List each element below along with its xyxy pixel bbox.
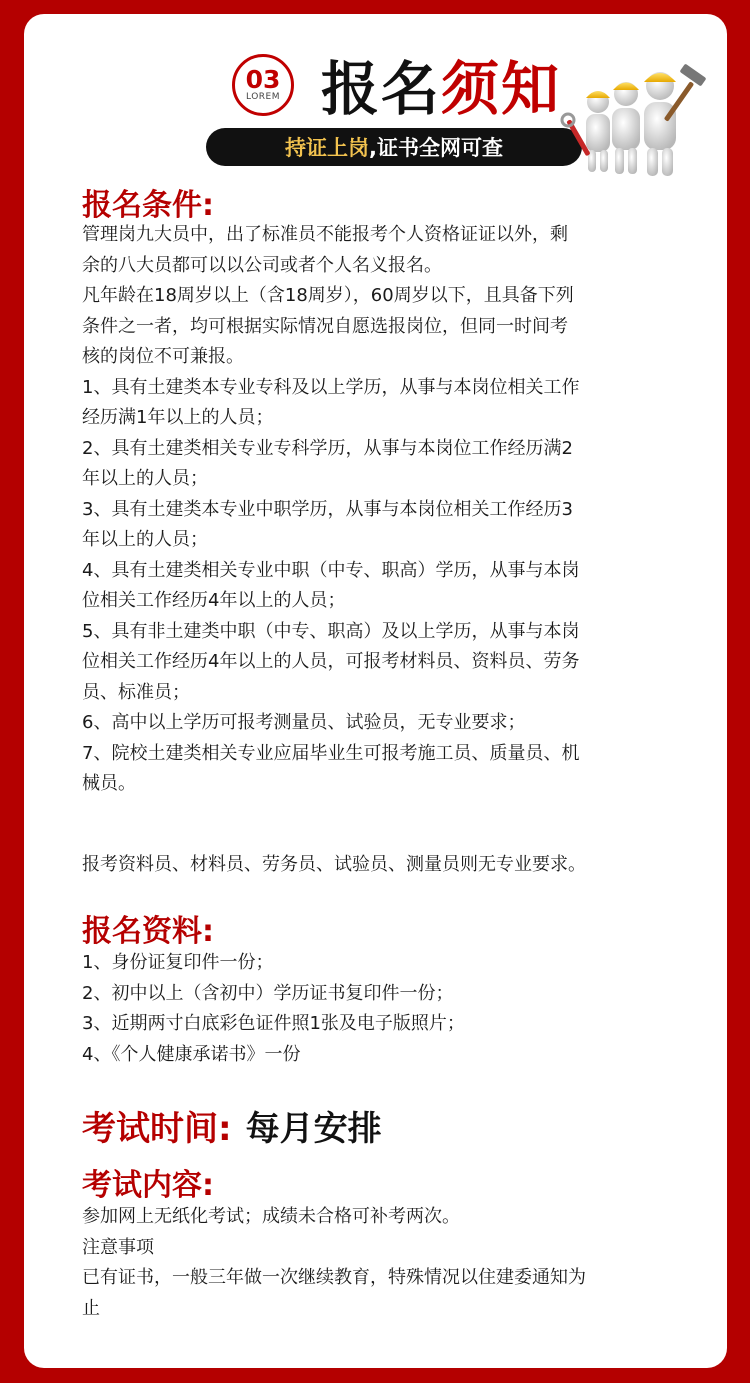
conditions-line: 年以上的人员； [82, 468, 208, 489]
exam-time [82, 1104, 382, 1154]
conditions-line: 员、标准员； [82, 681, 190, 703]
subtitle-highlight: 持证上岗 [285, 136, 369, 160]
conditions-line: 1、具有土建类本专业专科及以上学历，从事与本岗位相关工作 [82, 376, 580, 398]
exam-content-line: 注意事项 [82, 1236, 154, 1258]
materials-body [82, 948, 682, 1070]
page-title-red: 须知 [441, 55, 562, 123]
notice-card [24, 14, 727, 1368]
conditions-line: 位相关工作经历4年以上的人员； [82, 590, 346, 611]
exam-content-line: 止 [82, 1297, 100, 1319]
badge-subtext: LOREM [246, 92, 280, 102]
section-number-badge [232, 54, 294, 116]
workers-illustration-icon [548, 58, 718, 178]
conditions-line: 位相关工作经历4年以上的人员，可报考材料员、资料员、劳务 [82, 651, 580, 672]
materials-line: 2、初中以上（含初中）学历证书复印件一份； [82, 982, 454, 1004]
materials-line: 4、《个人健康承诺书》一份 [82, 1043, 301, 1065]
conditions-line: 7、院校土建类相关专业应届毕业生可报考施工员、质量员、机 [82, 742, 580, 764]
conditions-line: 年以上的人员； [82, 529, 208, 550]
conditions-line: 管理岗九大员中，出了标准员不能报考个人资格证证以外，剩 [82, 224, 568, 245]
conditions-line: 5、具有非土建类中职（中专、职高）及以上学历，从事与本岗 [82, 620, 580, 642]
materials-line: 3、近期两寸白底彩色证件照1张及电子版照片； [82, 1013, 465, 1034]
conditions-line: 核的岗位不可兼报。 [82, 346, 244, 367]
exam-time-value: 每月安排 [245, 1109, 382, 1149]
subtitle-banner [206, 128, 582, 166]
page-title [321, 54, 561, 124]
conditions-body [82, 220, 682, 800]
conditions-line: 经历满1年以上的人员； [82, 407, 274, 428]
conditions-line: 条件之一者，均可根据实际情况自愿选报岗位，但同一时间考 [82, 315, 568, 337]
exam-content-line: 已有证书，一般三年做一次继续教育，特殊情况以住建委通知为 [82, 1267, 586, 1288]
subtitle-text: ,证书全网可查 [369, 136, 503, 160]
conditions-line: 械员。 [82, 773, 136, 794]
materials-line: 1、身份证复印件一份； [82, 952, 274, 973]
conditions-line: 3、具有土建类本专业中职学历，从事与本岗位相关工作经历3 [82, 498, 573, 520]
exam-time-label: 考试时间: [82, 1109, 232, 1149]
page-title-black: 报名 [321, 55, 442, 123]
conditions-line: 6、高中以上学历可报考测量员、试验员，无专业要求； [82, 712, 526, 733]
conditions-title: 报名条件: [82, 188, 214, 223]
exam-content-body [82, 1202, 682, 1324]
conditions-line: 2、具有土建类相关专业专科学历，从事与本岗位工作经历满2 [82, 437, 573, 459]
conditions-line: 凡年龄在18周岁以上（含18周岁），60周岁以下，且具备下列 [82, 285, 574, 306]
exam-content-line: 参加网上无纸化考试；成绩未合格可补考两次。 [82, 1206, 460, 1227]
exam-content-title: 考试内容: [82, 1168, 214, 1203]
badge-number: 03 [245, 65, 281, 94]
materials-title: 报名资料: [82, 914, 214, 949]
conditions-note: 报考资料员、材料员、劳务员、试验员、测量员则无专业要求。 [82, 854, 586, 875]
conditions-line: 余的八大员都可以以公司或者个人名义报名。 [82, 254, 442, 276]
conditions-line: 4、具有土建类相关专业中职（中专、职高）学历，从事与本岗 [82, 559, 580, 581]
